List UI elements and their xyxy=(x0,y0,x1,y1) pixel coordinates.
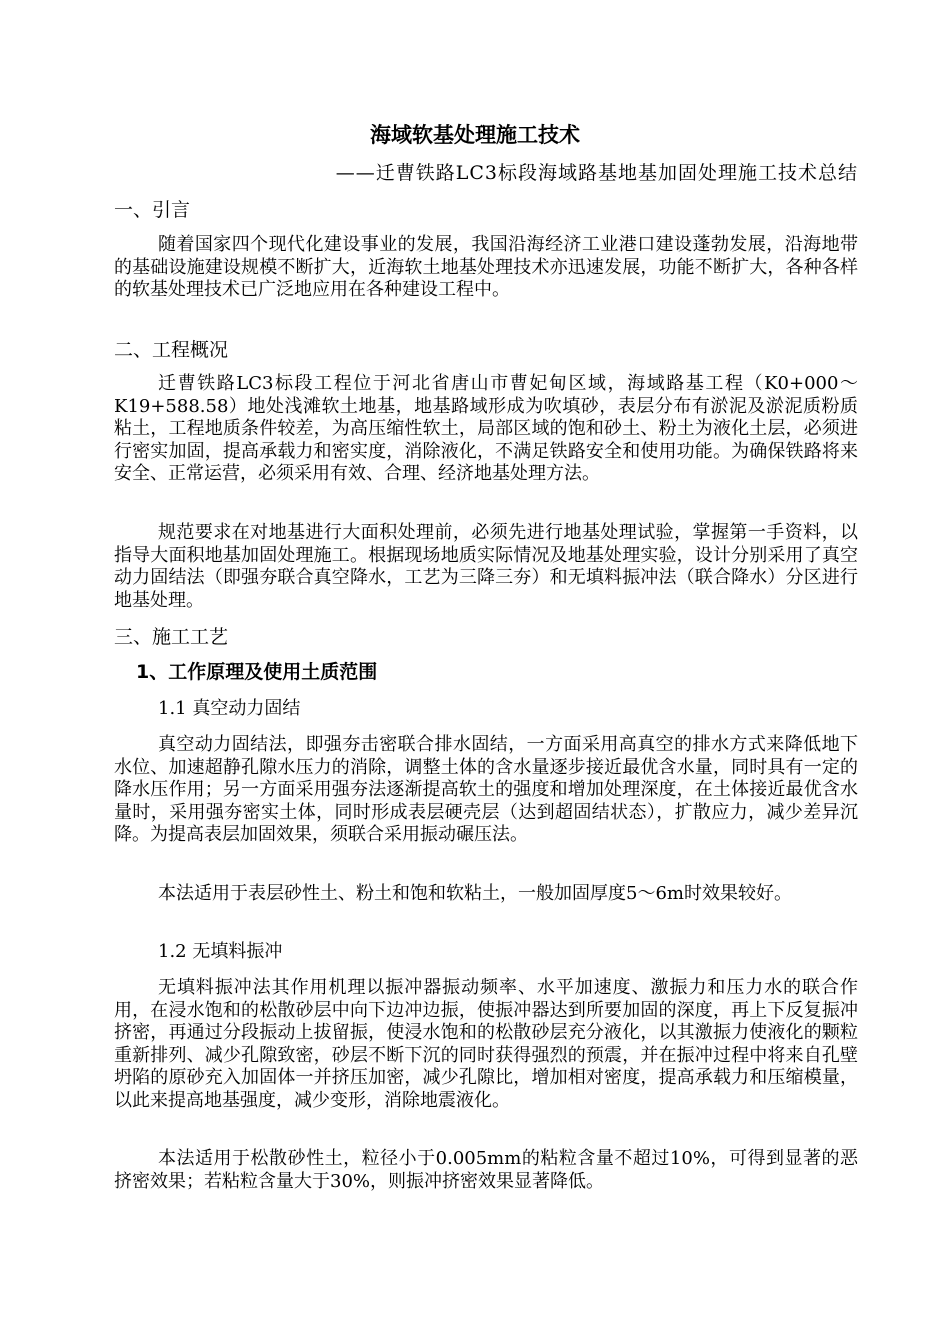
document-subtitle: ——迁曹铁路LC3标段海域路基地基加固处理施工技术总结 xyxy=(335,162,858,184)
section-heading-process: 三、施工工艺 xyxy=(114,626,229,648)
subsection-heading-principle: 1、工作原理及使用土质范围 xyxy=(136,661,378,683)
paragraph-vacuum-consolidation-1: 真空动力固结法，即强夯击密联合排水固结，一方面采用高真空的排水方式来降低地下水位、加速超静孔隙水压力的消除，调整土体的含水量逐步接近最优含水量，同时具有一定的降水压作用；另一方面采用强夯法逐渐提高软土的强度和增加处理深度，在土体接近最优含水量时，采用强夯密实土体，同时形成表层硬壳层（达到超固结状态），扩散应力，减少差异沉降。为提高表层加固效果，须联合采用振动碾压法。 xyxy=(114,734,858,846)
section-heading-overview: 二、工程概况 xyxy=(114,339,229,361)
subsection-heading-vibroflotation: 1.2 无填料振冲 xyxy=(158,941,283,962)
paragraph-introduction: 随着国家四个现代化建设事业的发展，我国沿海经济工业港口建设蓬勃发展，沿海地带的基础设施建设规模不断扩大，近海软土地基处理技术亦迅速发展，功能不断扩大，各种各样的软基处理技术已广泛地应用在各种建设工程中。 xyxy=(114,234,858,301)
paragraph-vibroflotation-2: 本法适用于松散砂性土，粒径小于0.005mm的粘粒含量不超过10%，可得到显著的恶挤密效果；若粘粒含量大于30%，则振冲挤密效果显著降低。 xyxy=(114,1148,858,1192)
document-title: 海域软基处理施工技术 xyxy=(370,123,580,147)
subsection-heading-vacuum-consolidation: 1.1 真空动力固结 xyxy=(158,698,301,719)
paragraph-vibroflotation-1: 无填料振冲法其作用机理以振冲器振动频率、水平加速度、激振力和压力水的联合作用，在浸水饱和的松散砂层中向下边冲边振，使振冲器达到所要加固的深度，再上下反复振冲挤密，再通过分段振动上拔留振，使浸水饱和的松散砂层充分液化，以其激振力使液化的颗粒重新排列、减少孔隙致密，砂层不断下沉的同时获得强烈的预震，并在振冲过程中将来自孔壁坍陷的原砂充入加固体一并挤压加密，减少孔隙比，增加相对密度，提高承载力和压缩模量，以此来提高地基强度，减少变形，消除地震液化。 xyxy=(114,977,858,1111)
paragraph-vacuum-consolidation-2: 本法适用于表层砂性土、粉土和饱和软粘土，一般加固厚度5～6m时效果较好。 xyxy=(158,883,792,904)
paragraph-overview-1: 迁曹铁路LC3标段工程位于河北省唐山市曹妃甸区域，海域路基工程（K0+000～K19+588.58）地处浅滩软土地基，地基路域形成为吹填砂，表层分布有淤泥及淤泥质粉质粘土，工程地质条件较差，为高压缩性软土，局部区域的饱和砂土、粉土为液化土层，必须进行密实加固，提高承载力和密实度，消除液化，不满足铁路安全和使用功能。为确保铁路将来安全、正常运营，必须采用有效、合理、经济地基处理方法。 xyxy=(114,373,858,485)
section-heading-introduction: 一、引言 xyxy=(114,199,191,221)
paragraph-overview-2: 规范要求在对地基进行大面积处理前，必须先进行地基处理试验，掌握第一手资料，以指导大面积地基加固处理施工。根据现场地质实际情况及地基处理实验，设计分别采用了真空动力固结法（即强夯联合真空降水，工艺为三降三夯）和无填料振冲法（联合降水）分区进行地基处理。 xyxy=(114,522,858,611)
